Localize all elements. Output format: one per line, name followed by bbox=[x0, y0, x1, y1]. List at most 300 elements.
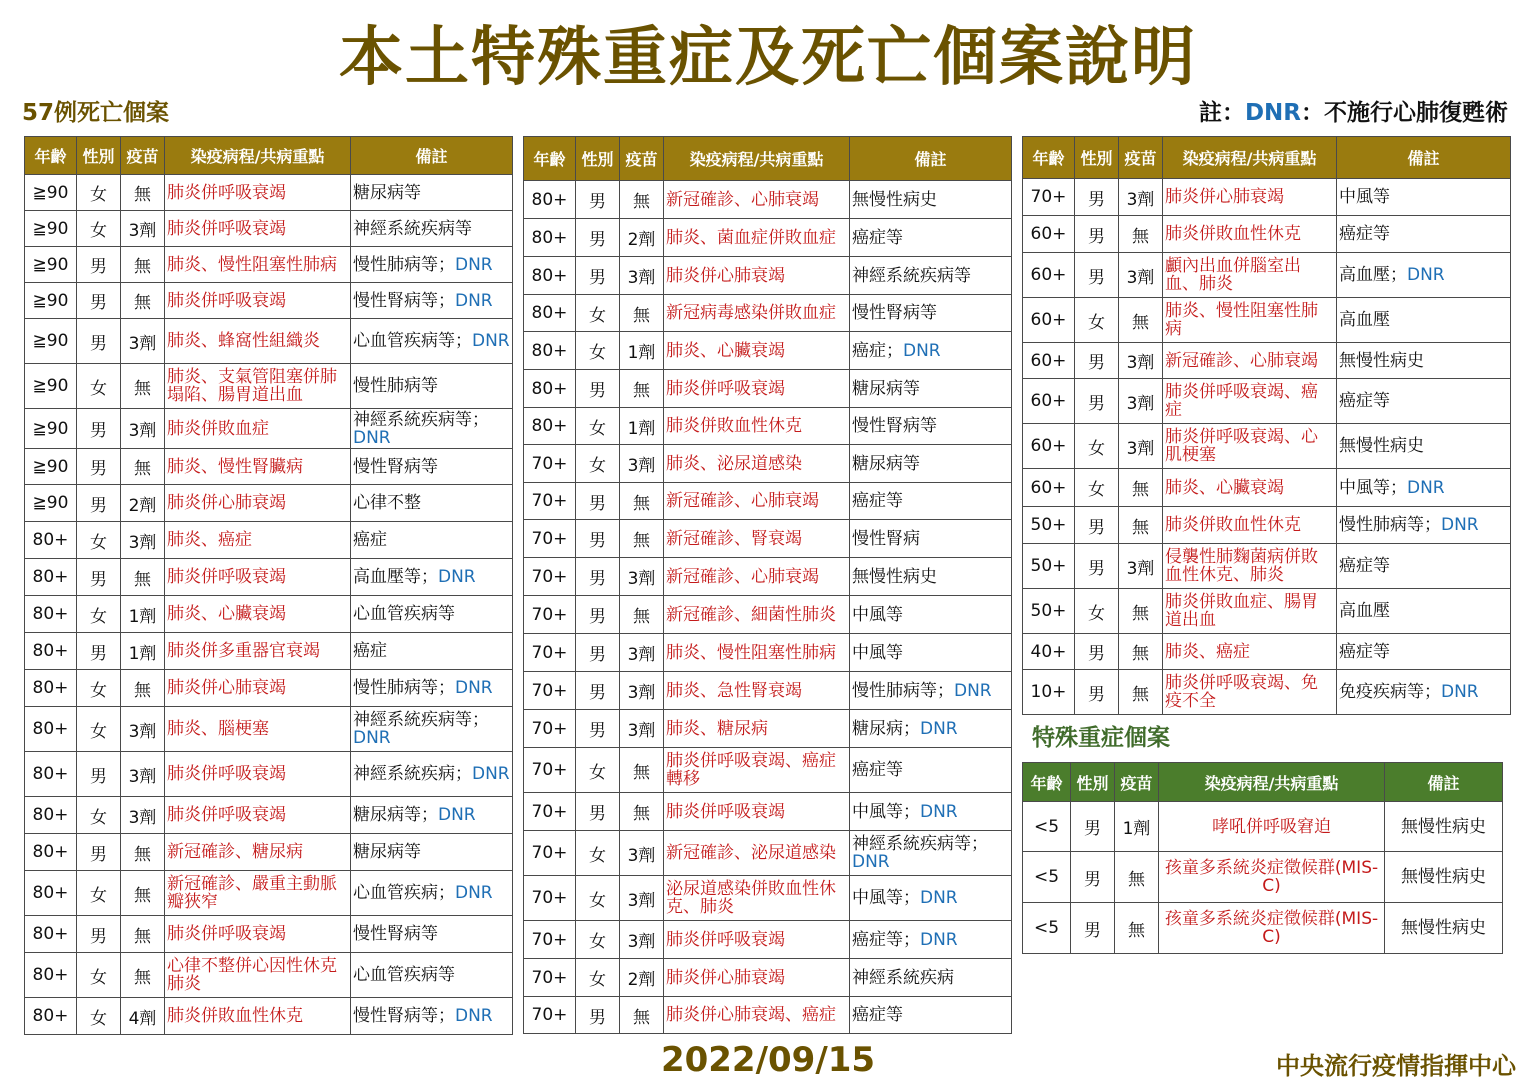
course-cell: 肺炎併呼吸衰竭 bbox=[165, 175, 351, 211]
remark-cell bbox=[351, 211, 513, 247]
sex-cell: 男 bbox=[1071, 903, 1115, 954]
age-cell: 60+ bbox=[1023, 379, 1075, 424]
table-row bbox=[524, 672, 1012, 710]
dnr-tag: DNR bbox=[472, 331, 510, 351]
dnr-note bbox=[1199, 94, 1508, 127]
age-cell: 70+ bbox=[524, 672, 576, 710]
remark-cell bbox=[850, 520, 1012, 558]
sex-cell: 男 bbox=[576, 483, 620, 520]
vaccine-cell: 無 bbox=[1119, 507, 1163, 544]
table-row bbox=[524, 959, 1012, 997]
sex-cell: 女 bbox=[77, 953, 121, 998]
remark-cell bbox=[850, 219, 1012, 257]
sex-cell: 女 bbox=[77, 707, 121, 752]
remark-text: 慢性肺病等； bbox=[1339, 515, 1441, 535]
course-cell: 肺炎、急性腎衰竭 bbox=[664, 672, 850, 710]
table-row bbox=[25, 670, 513, 707]
vaccine-cell: 無 bbox=[121, 559, 165, 596]
table-row bbox=[524, 257, 1012, 295]
table-header-row bbox=[524, 137, 1012, 181]
remark-header: 備註 bbox=[1385, 763, 1503, 802]
course-cell: 肺炎併敗血性休克 bbox=[1163, 216, 1337, 253]
vaccine-cell: 無 bbox=[620, 997, 664, 1034]
dnr-tag: DNR bbox=[920, 888, 958, 908]
vaccine-cell: 無 bbox=[1119, 298, 1163, 343]
course-cell: 肺炎併心肺衰竭 bbox=[664, 959, 850, 997]
vaccine-cell: 無 bbox=[1119, 469, 1163, 507]
age-cell: 40+ bbox=[1023, 634, 1075, 670]
remark-cell bbox=[351, 834, 513, 871]
table-row bbox=[524, 295, 1012, 332]
table-row bbox=[524, 370, 1012, 408]
note-suffix: ：不施行心肺復甦術 bbox=[1301, 100, 1508, 126]
sex-cell: 男 bbox=[576, 710, 620, 748]
remark-cell bbox=[351, 633, 513, 670]
remark-cell bbox=[850, 370, 1012, 408]
dnr-tag: DNR bbox=[1407, 477, 1445, 498]
sex-cell: 男 bbox=[77, 633, 121, 670]
table-row bbox=[524, 596, 1012, 634]
remark-text: 神經系統疾病等 bbox=[353, 218, 472, 239]
remark-text: 慢性腎病 bbox=[852, 528, 920, 549]
course-cell: 肺炎、慢性阻塞性肺病 bbox=[1163, 298, 1337, 343]
remark-text: 慢性腎病等 bbox=[353, 924, 438, 944]
age-cell: 80+ bbox=[25, 559, 77, 596]
vaccine-cell: 無 bbox=[121, 953, 165, 998]
remark-cell bbox=[351, 485, 513, 522]
remark-cell bbox=[850, 959, 1012, 997]
age-cell: ≧90 bbox=[25, 364, 77, 409]
remark-text: 癌症等 bbox=[1339, 641, 1390, 662]
remark-text: 無慢性病史 bbox=[1401, 816, 1486, 837]
note-dnr: DNR bbox=[1244, 100, 1301, 126]
course-cell: 肺炎、菌血症併敗血症 bbox=[664, 219, 850, 257]
table-row bbox=[1023, 343, 1511, 379]
remark-text: 心血管疾病等 bbox=[353, 965, 455, 985]
remark-text: 糖尿病； bbox=[852, 718, 920, 739]
dnr-tag: DNR bbox=[455, 1006, 493, 1026]
sex-cell: 女 bbox=[77, 596, 121, 633]
remark-cell bbox=[850, 710, 1012, 748]
vaccine-cell: 3劑 bbox=[1119, 343, 1163, 379]
course-cell: 肺炎、癌症 bbox=[1163, 634, 1337, 670]
vaccine-cell: 3劑 bbox=[1119, 253, 1163, 298]
table-row bbox=[524, 181, 1012, 219]
dnr-tag: DNR bbox=[353, 728, 391, 748]
table-row bbox=[1023, 424, 1511, 469]
remark-text: 神經系統疾病； bbox=[353, 764, 472, 784]
age-cell: 80+ bbox=[524, 257, 576, 295]
sex-cell: 男 bbox=[77, 559, 121, 596]
deaths-section-heading: 57例死亡個案 bbox=[22, 100, 170, 126]
age-cell: 70+ bbox=[524, 558, 576, 596]
sex-cell: 男 bbox=[1075, 670, 1119, 715]
remark-text: 無慢性病史 bbox=[1401, 918, 1486, 938]
vaccine-cell: 無 bbox=[121, 175, 165, 211]
remark-text: 慢性肺病等； bbox=[353, 254, 455, 275]
sex-cell: 女 bbox=[576, 921, 620, 959]
course-cell: 肺炎併敗血性休克 bbox=[664, 408, 850, 445]
vaccine-cell: 3劑 bbox=[620, 445, 664, 483]
age-cell: 60+ bbox=[1023, 424, 1075, 469]
table-row bbox=[1023, 507, 1511, 544]
age-cell: 80+ bbox=[524, 181, 576, 219]
course-cell: 顱內出血併腦室出血、肺炎 bbox=[1163, 253, 1337, 298]
remark-cell bbox=[850, 596, 1012, 634]
age-cell: 80+ bbox=[25, 871, 77, 916]
vaccine-cell: 3劑 bbox=[620, 710, 664, 748]
course-header: 染疫病程/共病重點 bbox=[1159, 763, 1385, 802]
age-cell: 70+ bbox=[524, 483, 576, 520]
vaccine-cell: 無 bbox=[121, 283, 165, 319]
table-row bbox=[1023, 544, 1511, 589]
table-row bbox=[1023, 253, 1511, 298]
age-cell: 70+ bbox=[524, 921, 576, 959]
vaccine-cell: 無 bbox=[121, 670, 165, 707]
age-cell: 10+ bbox=[1023, 670, 1075, 715]
remark-cell bbox=[351, 596, 513, 633]
course-cell: 侵襲性肺麴菌病併敗血性休克、肺炎 bbox=[1163, 544, 1337, 589]
table-row bbox=[524, 793, 1012, 831]
course-cell: 新冠確診、腎衰竭 bbox=[664, 520, 850, 558]
course-cell: 新冠確診、心肺衰竭 bbox=[664, 483, 850, 520]
remark-cell bbox=[351, 283, 513, 319]
vaccine-cell: 無 bbox=[1119, 216, 1163, 253]
age-cell: 70+ bbox=[524, 997, 576, 1034]
age-cell: 80+ bbox=[25, 834, 77, 871]
remark-cell bbox=[850, 483, 1012, 520]
course-cell: 肺炎、腦梗塞 bbox=[165, 707, 351, 752]
remark-header: 備註 bbox=[1337, 137, 1511, 179]
sex-cell: 女 bbox=[1075, 298, 1119, 343]
table-row bbox=[1023, 469, 1511, 507]
course-cell: 肺炎併敗血性休克 bbox=[165, 998, 351, 1035]
remark-text: 高血壓； bbox=[1339, 265, 1407, 285]
remark-cell bbox=[1337, 343, 1511, 379]
age-cell: 70+ bbox=[524, 793, 576, 831]
age-cell: 80+ bbox=[25, 707, 77, 752]
remark-text: 糖尿病等 bbox=[353, 842, 421, 862]
dnr-tag: DNR bbox=[455, 883, 493, 903]
remark-cell bbox=[850, 408, 1012, 445]
note-prefix: 註： bbox=[1198, 100, 1245, 126]
remark-text: 慢性腎病等； bbox=[353, 290, 455, 311]
vaccine-cell: 無 bbox=[620, 370, 664, 408]
table-header-row bbox=[1023, 137, 1511, 179]
age-cell: ≧90 bbox=[25, 319, 77, 364]
remark-text: 癌症等 bbox=[1339, 391, 1390, 411]
age-cell: ≧90 bbox=[25, 485, 77, 522]
sex-cell: 男 bbox=[576, 181, 620, 219]
age-cell: 80+ bbox=[25, 522, 77, 559]
remark-cell bbox=[850, 793, 1012, 831]
table-row bbox=[25, 596, 513, 633]
table-row bbox=[1023, 852, 1503, 903]
remark-cell bbox=[1337, 634, 1511, 670]
age-cell: ≧90 bbox=[25, 211, 77, 247]
table-row bbox=[1023, 903, 1503, 954]
table-row bbox=[524, 219, 1012, 257]
sex-cell: 女 bbox=[576, 876, 620, 921]
age-cell: 80+ bbox=[524, 408, 576, 445]
sex-cell: 女 bbox=[77, 797, 121, 834]
vaccine-cell: 3劑 bbox=[121, 797, 165, 834]
course-cell: 肺炎、蜂窩性組織炎 bbox=[165, 319, 351, 364]
table-row bbox=[1023, 216, 1511, 253]
course-cell: 心律不整併心因性休克肺炎 bbox=[165, 953, 351, 998]
remark-text: 慢性腎病等 bbox=[852, 303, 937, 323]
table-row bbox=[524, 558, 1012, 596]
course-cell: 肺炎併呼吸衰竭、癌症轉移 bbox=[664, 748, 850, 793]
course-cell: 新冠確診、心肺衰竭 bbox=[1163, 343, 1337, 379]
age-cell: ≧90 bbox=[25, 283, 77, 319]
sex-header: 性別 bbox=[1075, 137, 1119, 179]
remark-cell bbox=[1337, 179, 1511, 216]
vaccine-cell: 1劑 bbox=[620, 332, 664, 370]
age-cell: 70+ bbox=[524, 748, 576, 793]
remark-cell bbox=[850, 295, 1012, 332]
table-row bbox=[25, 916, 513, 953]
sex-cell: 女 bbox=[576, 959, 620, 997]
dnr-tag: DNR bbox=[920, 929, 958, 950]
vaccine-cell: 無 bbox=[620, 596, 664, 634]
sex-cell: 男 bbox=[576, 257, 620, 295]
vaccine-cell: 無 bbox=[620, 295, 664, 332]
age-cell: ≧90 bbox=[25, 409, 77, 449]
vaccine-cell: 無 bbox=[620, 520, 664, 558]
sex-cell: 男 bbox=[77, 752, 121, 797]
dnr-tag: DNR bbox=[438, 805, 476, 825]
course-cell: 孩童多系統炎症徵候群(MIS-C) bbox=[1159, 903, 1385, 954]
course-cell: 肺炎併呼吸衰竭 bbox=[664, 921, 850, 959]
table-row bbox=[1023, 670, 1511, 715]
table-row bbox=[524, 831, 1012, 876]
remark-cell bbox=[351, 752, 513, 797]
table-row bbox=[524, 332, 1012, 370]
sex-cell: 女 bbox=[77, 998, 121, 1035]
dnr-tag: DNR bbox=[353, 427, 391, 448]
dnr-tag: DNR bbox=[920, 718, 958, 739]
remark-cell bbox=[1337, 670, 1511, 715]
remark-cell bbox=[351, 364, 513, 409]
sex-cell: 男 bbox=[77, 485, 121, 522]
vaccine-cell: 3劑 bbox=[121, 319, 165, 364]
table-row bbox=[25, 707, 513, 752]
death-cases-table-1 bbox=[24, 136, 513, 1035]
table-row bbox=[25, 247, 513, 283]
course-cell: 肺炎、糖尿病 bbox=[664, 710, 850, 748]
remark-cell bbox=[1385, 852, 1503, 903]
age-header: 年齡 bbox=[524, 137, 576, 181]
death-cases-table-2 bbox=[523, 136, 1012, 1034]
vaccine-cell: 3劑 bbox=[620, 634, 664, 672]
table-row bbox=[25, 283, 513, 319]
remark-text: 中風等； bbox=[852, 888, 920, 908]
dnr-tag: DNR bbox=[852, 852, 890, 872]
vaccine-cell: 無 bbox=[1115, 852, 1159, 903]
age-cell: 70+ bbox=[524, 831, 576, 876]
vaccine-cell: 3劑 bbox=[620, 672, 664, 710]
vaccine-cell: 無 bbox=[1119, 634, 1163, 670]
table-row bbox=[25, 633, 513, 670]
table-row bbox=[524, 634, 1012, 672]
remark-text: 慢性肺病等； bbox=[852, 680, 954, 701]
remark-text: 神經系統疾病等； bbox=[353, 409, 489, 430]
remark-cell bbox=[1337, 216, 1511, 253]
dnr-tag: DNR bbox=[954, 680, 992, 701]
table-row bbox=[524, 997, 1012, 1034]
remark-cell bbox=[1337, 469, 1511, 507]
remark-cell bbox=[351, 998, 513, 1035]
sex-cell: 男 bbox=[576, 672, 620, 710]
vaccine-cell: 無 bbox=[121, 247, 165, 283]
course-cell: 肺炎、慢性阻塞性肺病 bbox=[165, 247, 351, 283]
remark-text: 癌症等 bbox=[852, 1005, 903, 1025]
age-cell: ≧90 bbox=[25, 175, 77, 211]
sex-cell: 女 bbox=[576, 748, 620, 793]
course-cell: 新冠病毒感染併敗血症 bbox=[664, 295, 850, 332]
vaccine-cell: 無 bbox=[121, 449, 165, 485]
course-header: 染疫病程/共病重點 bbox=[664, 137, 850, 181]
table-row bbox=[25, 559, 513, 596]
table-row bbox=[524, 921, 1012, 959]
age-cell: 80+ bbox=[25, 797, 77, 834]
vaccine-cell: 1劑 bbox=[121, 633, 165, 670]
sex-cell: 男 bbox=[77, 834, 121, 871]
vaccine-cell: 無 bbox=[121, 364, 165, 409]
age-cell: 70+ bbox=[524, 445, 576, 483]
vaccine-cell: 無 bbox=[620, 793, 664, 831]
remark-header: 備註 bbox=[850, 137, 1012, 181]
course-cell: 新冠確診、泌尿道感染 bbox=[664, 831, 850, 876]
sex-cell: 男 bbox=[77, 449, 121, 485]
remark-text: 慢性腎病等 bbox=[852, 416, 937, 436]
vaccine-cell: 3劑 bbox=[121, 211, 165, 247]
vaccine-cell: 3劑 bbox=[620, 558, 664, 596]
course-cell: 肺炎併心肺衰竭、癌症 bbox=[664, 997, 850, 1034]
remark-text: 糖尿病等； bbox=[353, 805, 438, 825]
remark-cell bbox=[351, 953, 513, 998]
age-cell: 80+ bbox=[524, 370, 576, 408]
dnr-tag: DNR bbox=[1441, 682, 1479, 702]
remark-text: 癌症 bbox=[353, 641, 387, 661]
remark-text: 免疫疾病等； bbox=[1339, 682, 1441, 702]
remark-cell bbox=[850, 634, 1012, 672]
vaccine-cell: 3劑 bbox=[620, 876, 664, 921]
remark-text: 癌症等 bbox=[1339, 224, 1390, 244]
sex-cell: 男 bbox=[576, 634, 620, 672]
vaccine-cell: 2劑 bbox=[121, 485, 165, 522]
remark-cell bbox=[850, 672, 1012, 710]
table-row bbox=[524, 408, 1012, 445]
remark-cell bbox=[850, 332, 1012, 370]
remark-cell bbox=[850, 997, 1012, 1034]
dnr-tag: DNR bbox=[1407, 265, 1445, 285]
vaccine-cell: 3劑 bbox=[121, 707, 165, 752]
remark-cell bbox=[351, 247, 513, 283]
sex-cell: 男 bbox=[77, 916, 121, 953]
remark-text: 心血管疾病等 bbox=[353, 604, 455, 624]
table-row bbox=[25, 449, 513, 485]
remark-cell bbox=[850, 876, 1012, 921]
sex-cell: 女 bbox=[576, 408, 620, 445]
table-row bbox=[25, 953, 513, 998]
vaccine-cell: 3劑 bbox=[121, 752, 165, 797]
course-cell: 肺炎、慢性腎臟病 bbox=[165, 449, 351, 485]
remark-cell bbox=[351, 916, 513, 953]
table-row bbox=[524, 483, 1012, 520]
sex-cell: 女 bbox=[77, 364, 121, 409]
vaccine-cell: 無 bbox=[121, 834, 165, 871]
age-cell: 70+ bbox=[524, 520, 576, 558]
table-row bbox=[25, 871, 513, 916]
age-cell: 80+ bbox=[25, 752, 77, 797]
dnr-tag: DNR bbox=[1441, 515, 1479, 535]
sex-cell: 女 bbox=[77, 871, 121, 916]
remark-cell bbox=[1385, 903, 1503, 954]
course-cell: 肺炎併呼吸衰竭 bbox=[165, 797, 351, 834]
age-cell: 70+ bbox=[524, 876, 576, 921]
sex-cell: 男 bbox=[576, 558, 620, 596]
vaccine-cell: 3劑 bbox=[620, 921, 664, 959]
death-cases-table-3 bbox=[1022, 136, 1511, 715]
course-cell: 肺炎併敗血性休克 bbox=[1163, 507, 1337, 544]
remark-header: 備註 bbox=[351, 137, 513, 175]
table-row bbox=[25, 409, 513, 449]
special-section-heading: 特殊重症個案 bbox=[1032, 725, 1170, 751]
table-row bbox=[25, 364, 513, 409]
remark-cell bbox=[850, 831, 1012, 876]
vaccine-cell: 無 bbox=[620, 483, 664, 520]
remark-cell bbox=[850, 748, 1012, 793]
remark-text: 糖尿病等 bbox=[852, 453, 920, 474]
sex-cell: 男 bbox=[1071, 802, 1115, 852]
remark-cell bbox=[850, 181, 1012, 219]
table-row bbox=[25, 319, 513, 364]
vaccine-header: 疫苗 bbox=[1119, 137, 1163, 179]
remark-text: 糖尿病等 bbox=[353, 182, 421, 203]
course-cell: 肺炎併呼吸衰竭 bbox=[664, 370, 850, 408]
remark-text: 慢性腎病等； bbox=[353, 1006, 455, 1026]
remark-text: 神經系統疾病等； bbox=[852, 834, 988, 854]
remark-text: 神經系統疾病等 bbox=[852, 265, 971, 286]
remark-cell bbox=[351, 522, 513, 559]
age-cell: 80+ bbox=[524, 295, 576, 332]
remark-text: 高血壓 bbox=[1339, 310, 1390, 330]
sex-header: 性別 bbox=[1071, 763, 1115, 802]
remark-cell bbox=[351, 449, 513, 485]
sex-cell: 男 bbox=[1071, 852, 1115, 903]
age-cell: <5 bbox=[1023, 852, 1071, 903]
age-cell: 60+ bbox=[1023, 298, 1075, 343]
dnr-tag: DNR bbox=[438, 567, 476, 587]
course-cell: 肺炎併心肺衰竭 bbox=[1163, 179, 1337, 216]
table-row bbox=[25, 998, 513, 1035]
remark-cell bbox=[351, 409, 513, 449]
vaccine-header: 疫苗 bbox=[620, 137, 664, 181]
sex-cell: 男 bbox=[1075, 544, 1119, 589]
table-row bbox=[1023, 634, 1511, 670]
vaccine-cell: 2劑 bbox=[620, 959, 664, 997]
vaccine-cell: 1劑 bbox=[1115, 802, 1159, 852]
course-cell: 肺炎、慢性阻塞性肺病 bbox=[664, 634, 850, 672]
sex-cell: 女 bbox=[1075, 424, 1119, 469]
remark-text: 神經系統疾病等； bbox=[353, 710, 489, 730]
remark-cell bbox=[1337, 253, 1511, 298]
remark-text: 慢性肺病等； bbox=[353, 678, 455, 698]
sex-cell: 女 bbox=[576, 831, 620, 876]
age-cell: 50+ bbox=[1023, 589, 1075, 634]
